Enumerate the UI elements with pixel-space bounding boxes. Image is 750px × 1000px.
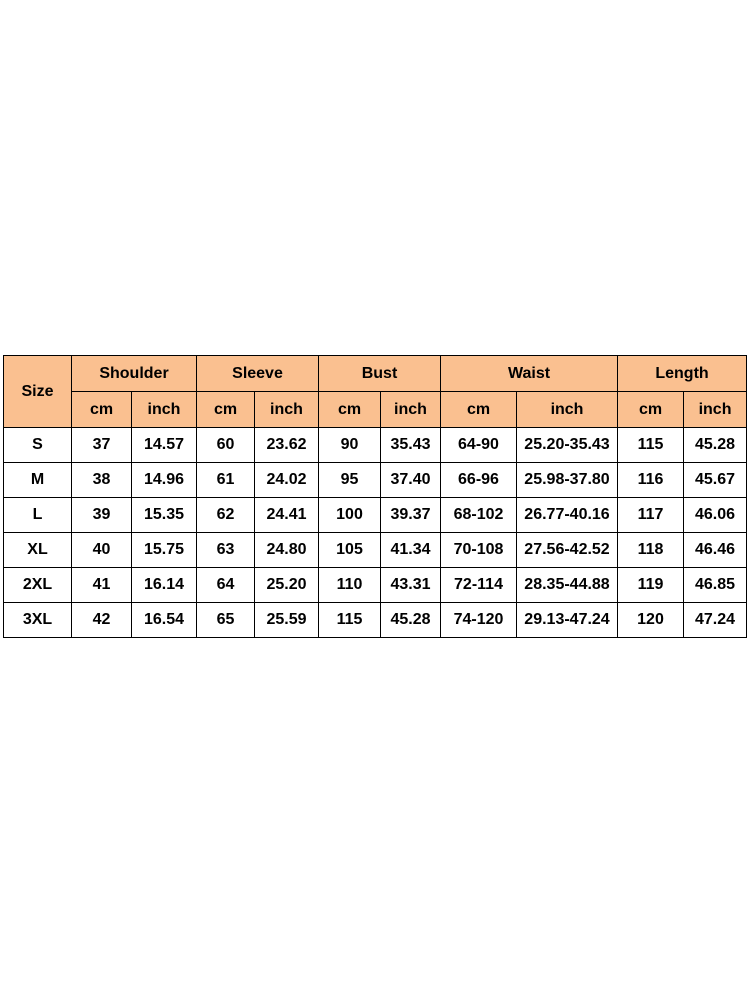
unit-header-row [4, 392, 747, 428]
measurement-cell: 63 [197, 533, 255, 568]
measurement-cell: 42 [72, 603, 132, 638]
measurement-cell: 64-90 [441, 428, 517, 463]
measurement-cell: 70-108 [441, 533, 517, 568]
measurement-cell: 26.77-40.16 [517, 498, 618, 533]
size-cell: M [4, 463, 72, 498]
measurement-cell: 16.14 [132, 568, 197, 603]
measurement-cell: 24.80 [255, 533, 319, 568]
measurement-cell: 24.41 [255, 498, 319, 533]
measurement-cell: 120 [618, 603, 684, 638]
measurement-cell: 45.67 [684, 463, 747, 498]
unit-header: inch [255, 392, 319, 428]
measurement-cell: 115 [618, 428, 684, 463]
unit-header: cm [441, 392, 517, 428]
measurement-cell: 29.13-47.24 [517, 603, 618, 638]
measurement-cell: 46.06 [684, 498, 747, 533]
size-cell: 3XL [4, 603, 72, 638]
size-chart-table [3, 355, 747, 638]
measurement-cell: 119 [618, 568, 684, 603]
measurement-cell: 117 [618, 498, 684, 533]
sleeve-header: Sleeve [197, 356, 319, 392]
table-row [4, 603, 747, 638]
unit-header: cm [618, 392, 684, 428]
unit-header: inch [132, 392, 197, 428]
table-row [4, 463, 747, 498]
unit-header: inch [684, 392, 747, 428]
table-row [4, 533, 747, 568]
measurement-cell: 25.59 [255, 603, 319, 638]
measurement-cell: 62 [197, 498, 255, 533]
measurement-cell: 25.20-35.43 [517, 428, 618, 463]
measurement-cell: 25.20 [255, 568, 319, 603]
unit-header: inch [517, 392, 618, 428]
measurement-cell: 15.75 [132, 533, 197, 568]
unit-header: cm [72, 392, 132, 428]
table-row [4, 498, 747, 533]
length-header: Length [618, 356, 747, 392]
bust-header: Bust [319, 356, 441, 392]
measurement-cell: 16.54 [132, 603, 197, 638]
measurement-cell: 37 [72, 428, 132, 463]
measurement-cell: 14.57 [132, 428, 197, 463]
measurement-cell: 110 [319, 568, 381, 603]
table-row [4, 428, 747, 463]
group-header-row [4, 356, 747, 392]
measurement-cell: 35.43 [381, 428, 441, 463]
measurement-cell: 27.56-42.52 [517, 533, 618, 568]
measurement-cell: 45.28 [684, 428, 747, 463]
measurement-cell: 43.31 [381, 568, 441, 603]
measurement-cell: 28.35-44.88 [517, 568, 618, 603]
size-cell: S [4, 428, 72, 463]
measurement-cell: 39 [72, 498, 132, 533]
measurement-cell: 14.96 [132, 463, 197, 498]
measurement-cell: 46.46 [684, 533, 747, 568]
measurement-cell: 37.40 [381, 463, 441, 498]
measurement-cell: 61 [197, 463, 255, 498]
shoulder-header: Shoulder [72, 356, 197, 392]
measurement-cell: 23.62 [255, 428, 319, 463]
unit-header: cm [197, 392, 255, 428]
measurement-cell: 41.34 [381, 533, 441, 568]
measurement-cell: 74-120 [441, 603, 517, 638]
waist-header: Waist [441, 356, 618, 392]
size-header: Size [4, 356, 72, 428]
measurement-cell: 15.35 [132, 498, 197, 533]
size-rows [4, 428, 747, 638]
measurement-cell: 116 [618, 463, 684, 498]
unit-header: inch [381, 392, 441, 428]
measurement-cell: 64 [197, 568, 255, 603]
measurement-cell: 72-114 [441, 568, 517, 603]
measurement-cell: 47.24 [684, 603, 747, 638]
measurement-cell: 25.98-37.80 [517, 463, 618, 498]
table-row [4, 568, 747, 603]
measurement-cell: 100 [319, 498, 381, 533]
unit-header: cm [319, 392, 381, 428]
measurement-cell: 24.02 [255, 463, 319, 498]
measurement-cell: 41 [72, 568, 132, 603]
measurement-cell: 118 [618, 533, 684, 568]
measurement-cell: 40 [72, 533, 132, 568]
measurement-cell: 45.28 [381, 603, 441, 638]
measurement-cell: 95 [319, 463, 381, 498]
measurement-cell: 90 [319, 428, 381, 463]
size-cell: 2XL [4, 568, 72, 603]
measurement-cell: 105 [319, 533, 381, 568]
measurement-cell: 115 [319, 603, 381, 638]
measurement-cell: 46.85 [684, 568, 747, 603]
measurement-cell: 66-96 [441, 463, 517, 498]
size-cell: XL [4, 533, 72, 568]
measurement-cell: 60 [197, 428, 255, 463]
measurement-cell: 65 [197, 603, 255, 638]
measurement-cell: 39.37 [381, 498, 441, 533]
size-cell: L [4, 498, 72, 533]
measurement-cell: 38 [72, 463, 132, 498]
measurement-cell: 68-102 [441, 498, 517, 533]
